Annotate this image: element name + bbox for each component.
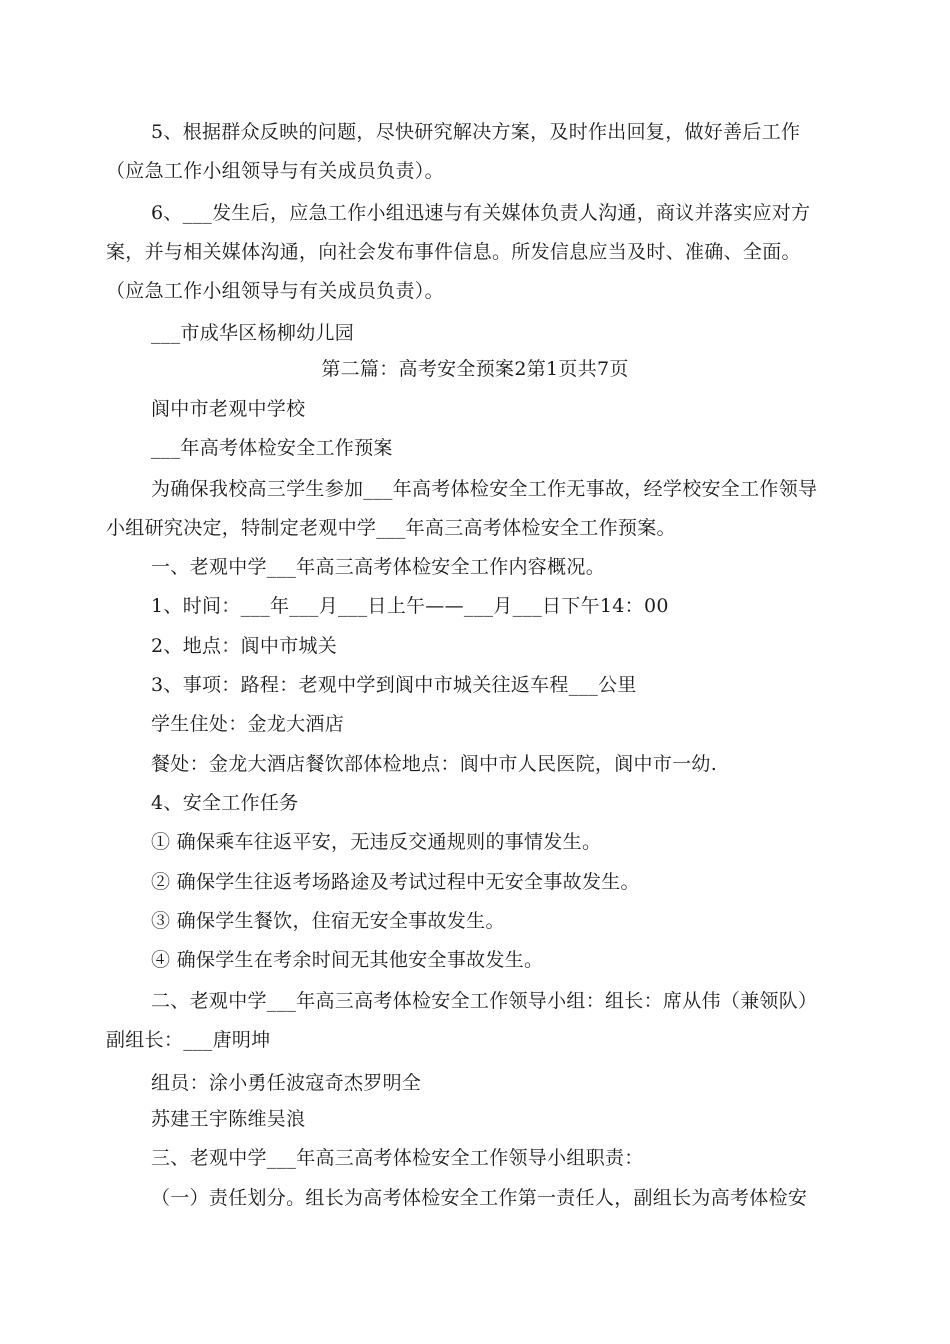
paragraph-line: 副组长：___唐明坤 (106, 1029, 271, 1051)
paragraph-line: 1、时间：___年___月___日上午——___月___日下午14：00 (151, 595, 669, 617)
paragraph-line: （一）责任划分。组长为高考体检安全工作第一责任人，副组长为高考体检安 (151, 1187, 808, 1209)
school-name: 阆中市老观中学校 (151, 398, 306, 420)
paragraph-line: 2、地点：阆中市城关 (151, 635, 338, 657)
organization-name: ___市成华区杨柳幼儿园 (151, 322, 355, 344)
paragraph-line: 三、老观中学___年高三高考体检安全工作领导小组职责： (151, 1147, 644, 1169)
list-item: ① 确保乘车往返平安，无违反交通规则的事情发生。 (151, 831, 602, 853)
paragraph-line: 苏建王宇陈维吴浪 (151, 1108, 306, 1130)
paragraph-line: 案，并与相关媒体沟通，向社会发布事件信息。所发信息应当及时、准确、全面。 (106, 241, 801, 263)
paragraph-line: 二、老观中学___年高三高考体检安全工作领导小组：组长：席从伟（兼领队） (151, 990, 818, 1012)
section-heading: 第二篇：高考安全预案2第1页共7页 (321, 358, 629, 380)
paragraph-line: 4、安全工作任务 (151, 792, 299, 814)
list-item: ④ 确保学生在考余时间无其他安全事故发生。 (151, 949, 544, 971)
paragraph-line: 小组研究决定，特制定老观中学___年高三高考体检安全工作预案。 (106, 517, 676, 539)
document-title: ___年高考体检安全工作预案 (151, 437, 393, 459)
paragraph-line: 6、___发生后，应急工作小组迅速与有关媒体负责人沟通，商议并落实应对方 (151, 202, 811, 224)
paragraph-line: 组员：涂小勇任波寇奇杰罗明全 (151, 1072, 422, 1094)
paragraph-line: 5、根据群众反映的问题，尽快研究解决方案，及时作出回复，做好善后工作 (151, 121, 801, 143)
paragraph-line: 餐处：金龙大酒店餐饮部体检地点：阆中市人民医院，阆中市一幼. (151, 753, 718, 775)
paragraph-line: 学生住处：金龙大酒店 (151, 713, 345, 735)
paragraph-line: 一、老观中学___年高三高考体检安全工作内容概况。 (151, 556, 606, 578)
paragraph-line: （应急工作小组领导与有关成员负责）。 (106, 280, 444, 302)
paragraph-line: （应急工作小组领导与有关成员负责）。 (106, 160, 444, 182)
paragraph-line: 3、事项：路程：老观中学到阆中市城关往返车程___公里 (151, 674, 637, 696)
paragraph-line: 为确保我校高三学生参加___年高考体检安全工作无事故，经学校安全工作领导 (151, 478, 818, 500)
list-item: ② 确保学生往返考场路途及考试过程中无安全事故发生。 (151, 871, 640, 893)
list-item: ③ 确保学生餐饮，住宿无安全事故发生。 (151, 910, 505, 932)
